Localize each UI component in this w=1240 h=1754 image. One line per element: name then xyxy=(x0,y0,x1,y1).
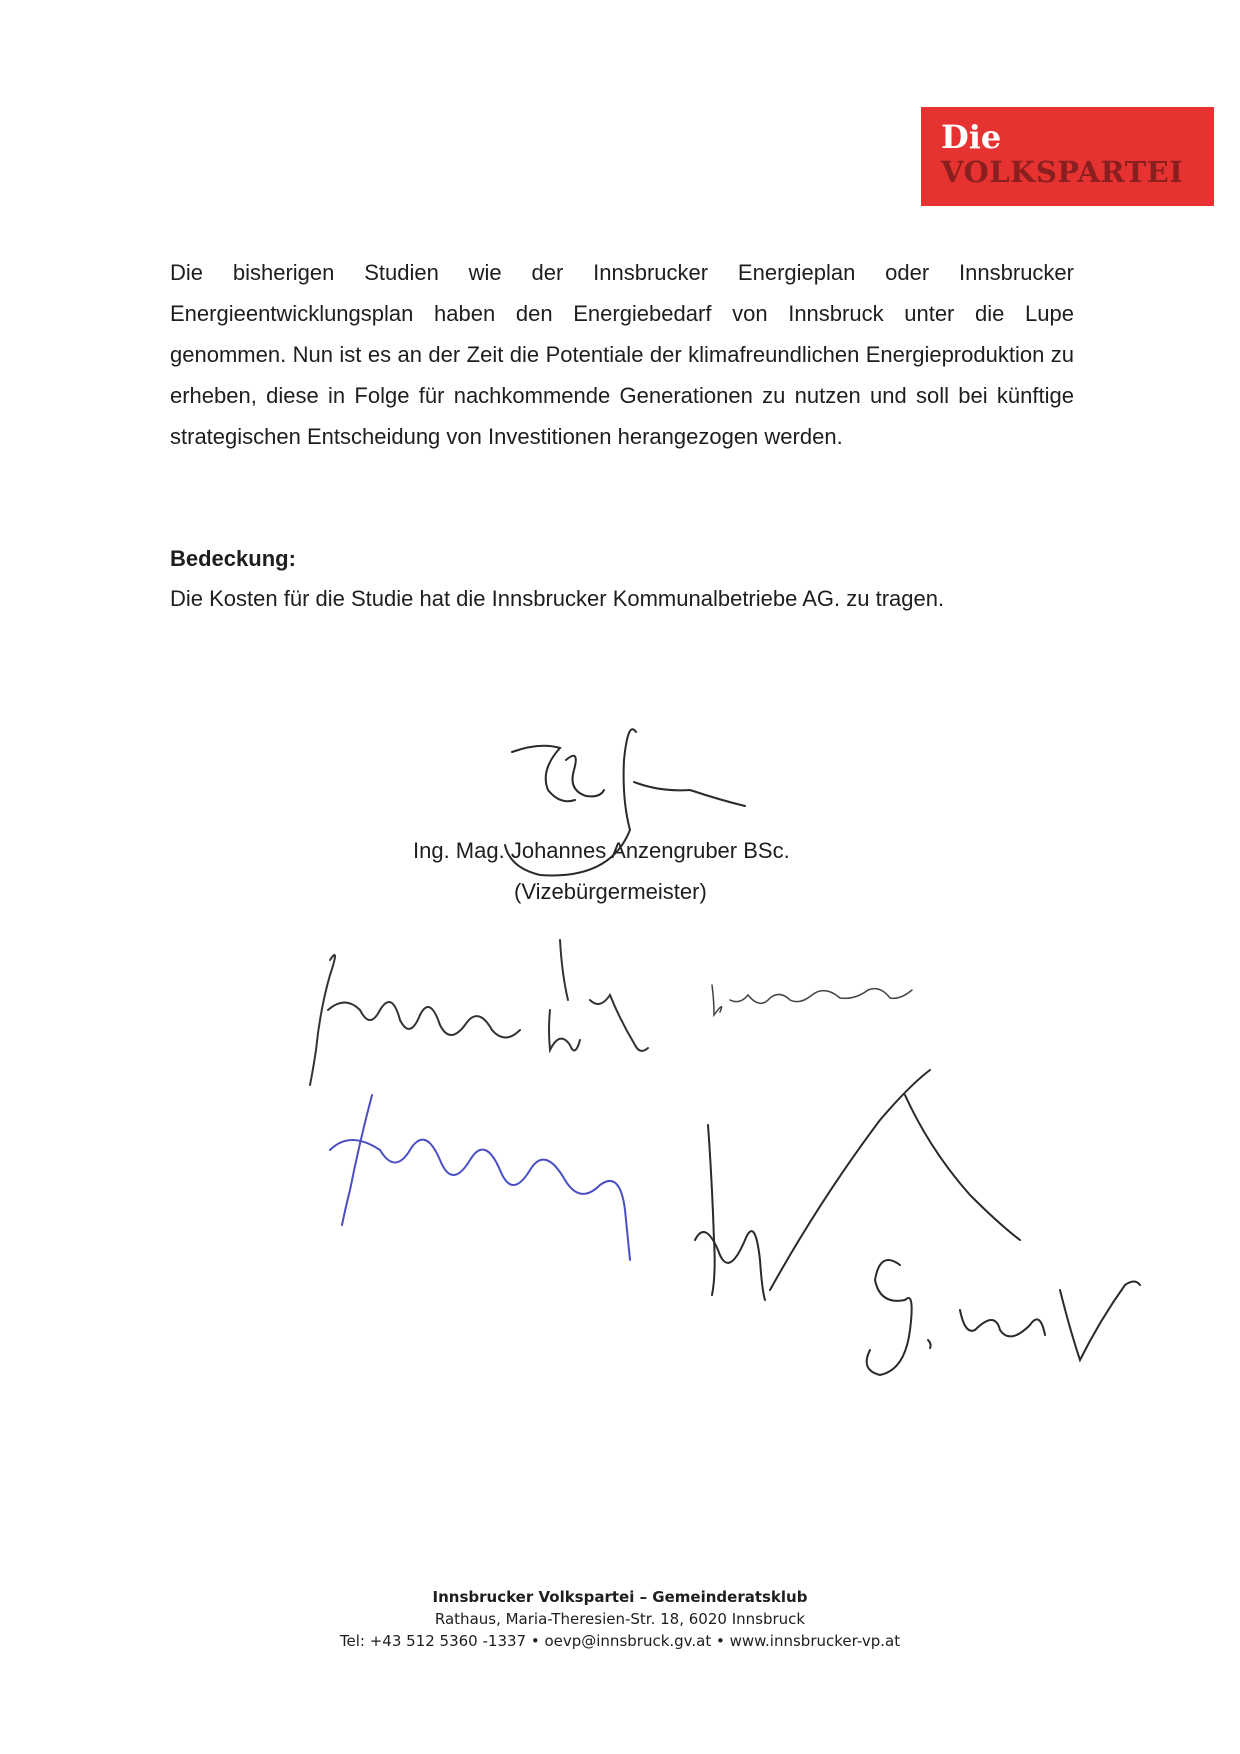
party-logo xyxy=(921,107,1214,206)
signature-2 xyxy=(310,955,520,1085)
signature-7 xyxy=(867,1260,1140,1375)
logo-line-die: Die xyxy=(941,118,1002,156)
signature-blue xyxy=(330,1095,630,1260)
coverage-heading: Bedeckung: xyxy=(170,546,296,571)
signer-name: Ing. Mag. Johannes Anzengruber BSc. xyxy=(413,838,790,863)
signature-3 xyxy=(549,940,648,1051)
body-paragraph: Die bisherigen Studien wie der Innsbrucker Energieplan oder Innsbrucker Energieentwicklungsplan haben den Energiebedarf von Innsbruck unter die Lupe genommen. Nun ist es an der Zeit die Potentiale der klimafreundlichen Energieproduktion zu erheben, diese in Folge für nachkommende Generationen zu nutzen und soll bei künftige strategischen Entscheidung von Investitionen herangezogen werden. xyxy=(170,260,1074,449)
logo-line-volkspartei: VOLKSPARTEI xyxy=(941,155,1184,189)
footer-address: Rathaus, Maria-Theresien-Str. 18, 6020 Innsbruck xyxy=(434,1610,806,1628)
footer-contact: Tel: +43 512 5360 -1337 • oevp@innsbruck.gv.at • www.innsbrucker-vp.at xyxy=(339,1632,901,1650)
signature-6 xyxy=(770,1070,1020,1290)
signer-role: (Vizebürgermeister) xyxy=(514,879,707,904)
footer xyxy=(0,1586,1240,1652)
signature-birgit xyxy=(712,985,912,1015)
coverage-text: Die Kosten für die Studie hat die Innsbrucker Kommunalbetriebe AG. zu tragen. xyxy=(170,586,945,611)
footer-organisation: Innsbrucker Volkspartei – Gemeinderatsklub xyxy=(432,1588,808,1606)
signature-5 xyxy=(695,1125,765,1300)
